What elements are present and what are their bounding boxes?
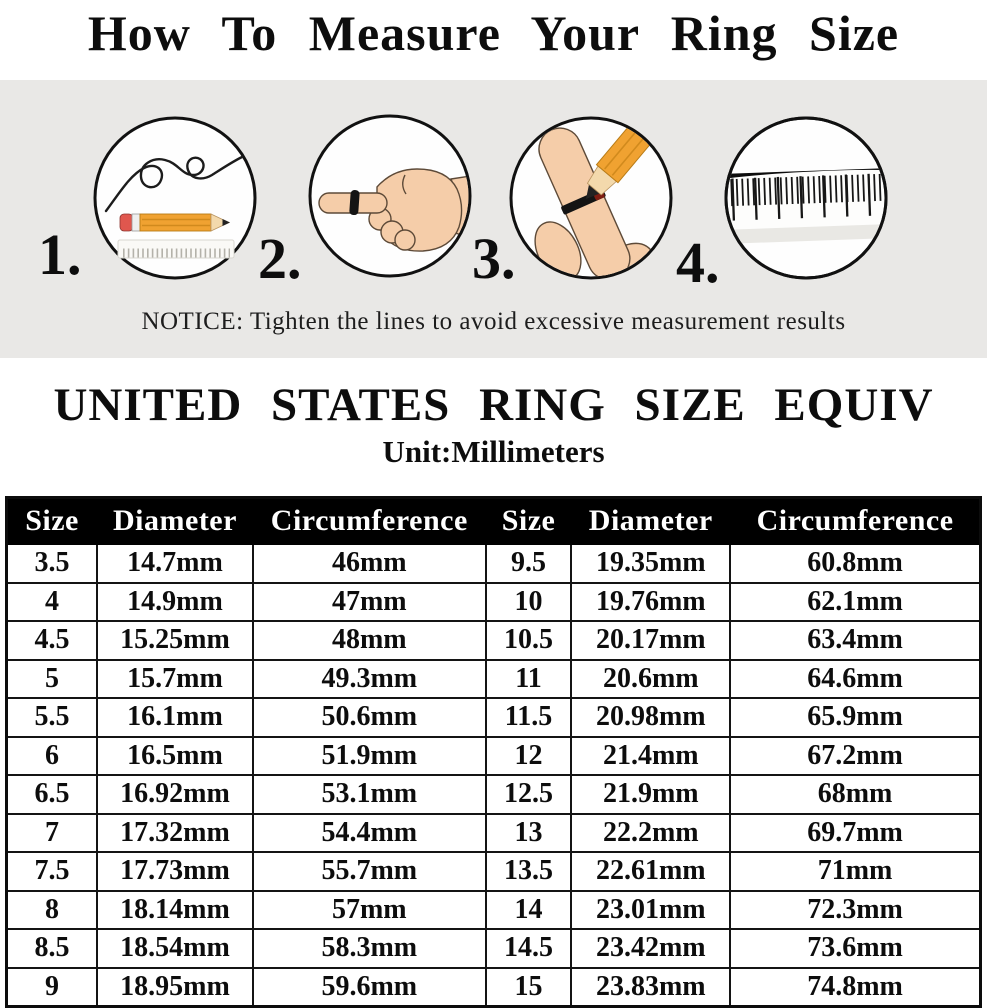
- table-cell: 15.25mm: [97, 621, 253, 660]
- table-cell: 74.8mm: [730, 968, 980, 1007]
- table-cell: 23.83mm: [571, 968, 730, 1007]
- table-cell: 73.6mm: [730, 929, 980, 968]
- step-4-number: 4.: [676, 230, 720, 295]
- table-cell: 5.5: [7, 698, 98, 737]
- table-cell: 18.14mm: [97, 891, 253, 930]
- string-wrapped-finger-icon: [305, 111, 475, 281]
- table-cell: 22.61mm: [571, 852, 730, 891]
- table-cell: 53.1mm: [253, 775, 486, 814]
- table-cell: 17.73mm: [97, 852, 253, 891]
- header-circumference-right: Circumference: [730, 498, 980, 545]
- thread-pencil-ruler-icon: [90, 113, 260, 283]
- table-cell: 9.5: [486, 544, 572, 583]
- measure-string-ruler-icon: [721, 113, 891, 283]
- table-cell: 15: [486, 968, 572, 1007]
- table-cell: 57mm: [253, 891, 486, 930]
- table-cell: 12: [486, 737, 572, 776]
- table-cell: 16.1mm: [97, 698, 253, 737]
- header-diameter-left: Diameter: [97, 498, 253, 545]
- table-row: [7, 814, 981, 853]
- table-cell: 4: [7, 583, 98, 622]
- step-1-number: 1.: [38, 222, 82, 287]
- table-cell: 7: [7, 814, 98, 853]
- table-cell: 20.6mm: [571, 660, 730, 699]
- page-title: How To Measure Your Ring Size: [87, 5, 900, 61]
- table-cell: 6: [7, 737, 98, 776]
- table-cell: 60.8mm: [730, 544, 980, 583]
- table-cell: 69.7mm: [730, 814, 980, 853]
- table-row: [7, 737, 981, 776]
- table-row: [7, 621, 981, 660]
- table-cell: 12.5: [486, 775, 572, 814]
- table-cell: 15.7mm: [97, 660, 253, 699]
- table-cell: 72.3mm: [730, 891, 980, 930]
- table-row: [7, 544, 981, 583]
- header-circumference-left: Circumference: [253, 498, 486, 545]
- table-cell: 20.17mm: [571, 621, 730, 660]
- table-cell: 23.42mm: [571, 929, 730, 968]
- table-title: UNITED STATES RING SIZE EQUIV: [53, 379, 934, 431]
- table-cell: 4.5: [7, 621, 98, 660]
- table-row: [7, 775, 981, 814]
- table-row: [7, 583, 981, 622]
- table-cell: 22.2mm: [571, 814, 730, 853]
- header-size-left: Size: [7, 498, 98, 545]
- table-cell: 23.01mm: [571, 891, 730, 930]
- table-cell: 10.5: [486, 621, 572, 660]
- table-cell: 10: [486, 583, 572, 622]
- step-2-number: 2.: [258, 226, 302, 291]
- notice-text: NOTICE: Tighten the lines to avoid excessive measurement results: [141, 308, 846, 335]
- table-cell: 11.5: [486, 698, 572, 737]
- table-cell: 13: [486, 814, 572, 853]
- table-row: [7, 852, 981, 891]
- table-cell: 20.98mm: [571, 698, 730, 737]
- table-row: [7, 891, 981, 930]
- table-cell: 67.2mm: [730, 737, 980, 776]
- table-cell: 48mm: [253, 621, 486, 660]
- table-cell: 62.1mm: [730, 583, 980, 622]
- table-cell: 8.5: [7, 929, 98, 968]
- table-cell: 18.54mm: [97, 929, 253, 968]
- ring-size-table-body: [7, 544, 981, 1007]
- table-cell: 50.6mm: [253, 698, 486, 737]
- table-cell: 18.95mm: [97, 968, 253, 1007]
- header-diameter-right: Diameter: [571, 498, 730, 545]
- table-cell: 8: [7, 891, 98, 930]
- ring-size-table-header: [7, 498, 981, 545]
- table-cell: 11: [486, 660, 572, 699]
- steps-band: [0, 80, 987, 358]
- table-cell: 6.5: [7, 775, 98, 814]
- table-row: [7, 929, 981, 968]
- table-cell: 59.6mm: [253, 968, 486, 1007]
- table-cell: 64.6mm: [730, 660, 980, 699]
- table-row: [7, 660, 981, 699]
- table-cell: 14: [486, 891, 572, 930]
- table-cell: 13.5: [486, 852, 572, 891]
- table-cell: 68mm: [730, 775, 980, 814]
- table-cell: 46mm: [253, 544, 486, 583]
- table-cell: 19.35mm: [571, 544, 730, 583]
- table-cell: 58.3mm: [253, 929, 486, 968]
- ring-size-table: [5, 496, 982, 1008]
- unit-label: Unit:Millimeters: [382, 434, 605, 469]
- header-size-right: Size: [486, 498, 572, 545]
- table-cell: 21.4mm: [571, 737, 730, 776]
- table-cell: 54.4mm: [253, 814, 486, 853]
- step-3-number: 3.: [472, 226, 516, 291]
- table-cell: 49.3mm: [253, 660, 486, 699]
- table-cell: 55.7mm: [253, 852, 486, 891]
- table-cell: 9: [7, 968, 98, 1007]
- table-cell: 5: [7, 660, 98, 699]
- table-cell: 17.32mm: [97, 814, 253, 853]
- mark-string-with-pencil-icon: [506, 113, 676, 283]
- table-cell: 14.9mm: [97, 583, 253, 622]
- table-row: [7, 698, 981, 737]
- table-cell: 21.9mm: [571, 775, 730, 814]
- table-row: [7, 968, 981, 1007]
- table-cell: 14.7mm: [97, 544, 253, 583]
- table-cell: 16.5mm: [97, 737, 253, 776]
- table-cell: 3.5: [7, 544, 98, 583]
- table-cell: 51.9mm: [253, 737, 486, 776]
- table-cell: 7.5: [7, 852, 98, 891]
- table-cell: 16.92mm: [97, 775, 253, 814]
- table-cell: 47mm: [253, 583, 486, 622]
- table-cell: 19.76mm: [571, 583, 730, 622]
- table-cell: 71mm: [730, 852, 980, 891]
- table-cell: 65.9mm: [730, 698, 980, 737]
- table-cell: 14.5: [486, 929, 572, 968]
- table-cell: 63.4mm: [730, 621, 980, 660]
